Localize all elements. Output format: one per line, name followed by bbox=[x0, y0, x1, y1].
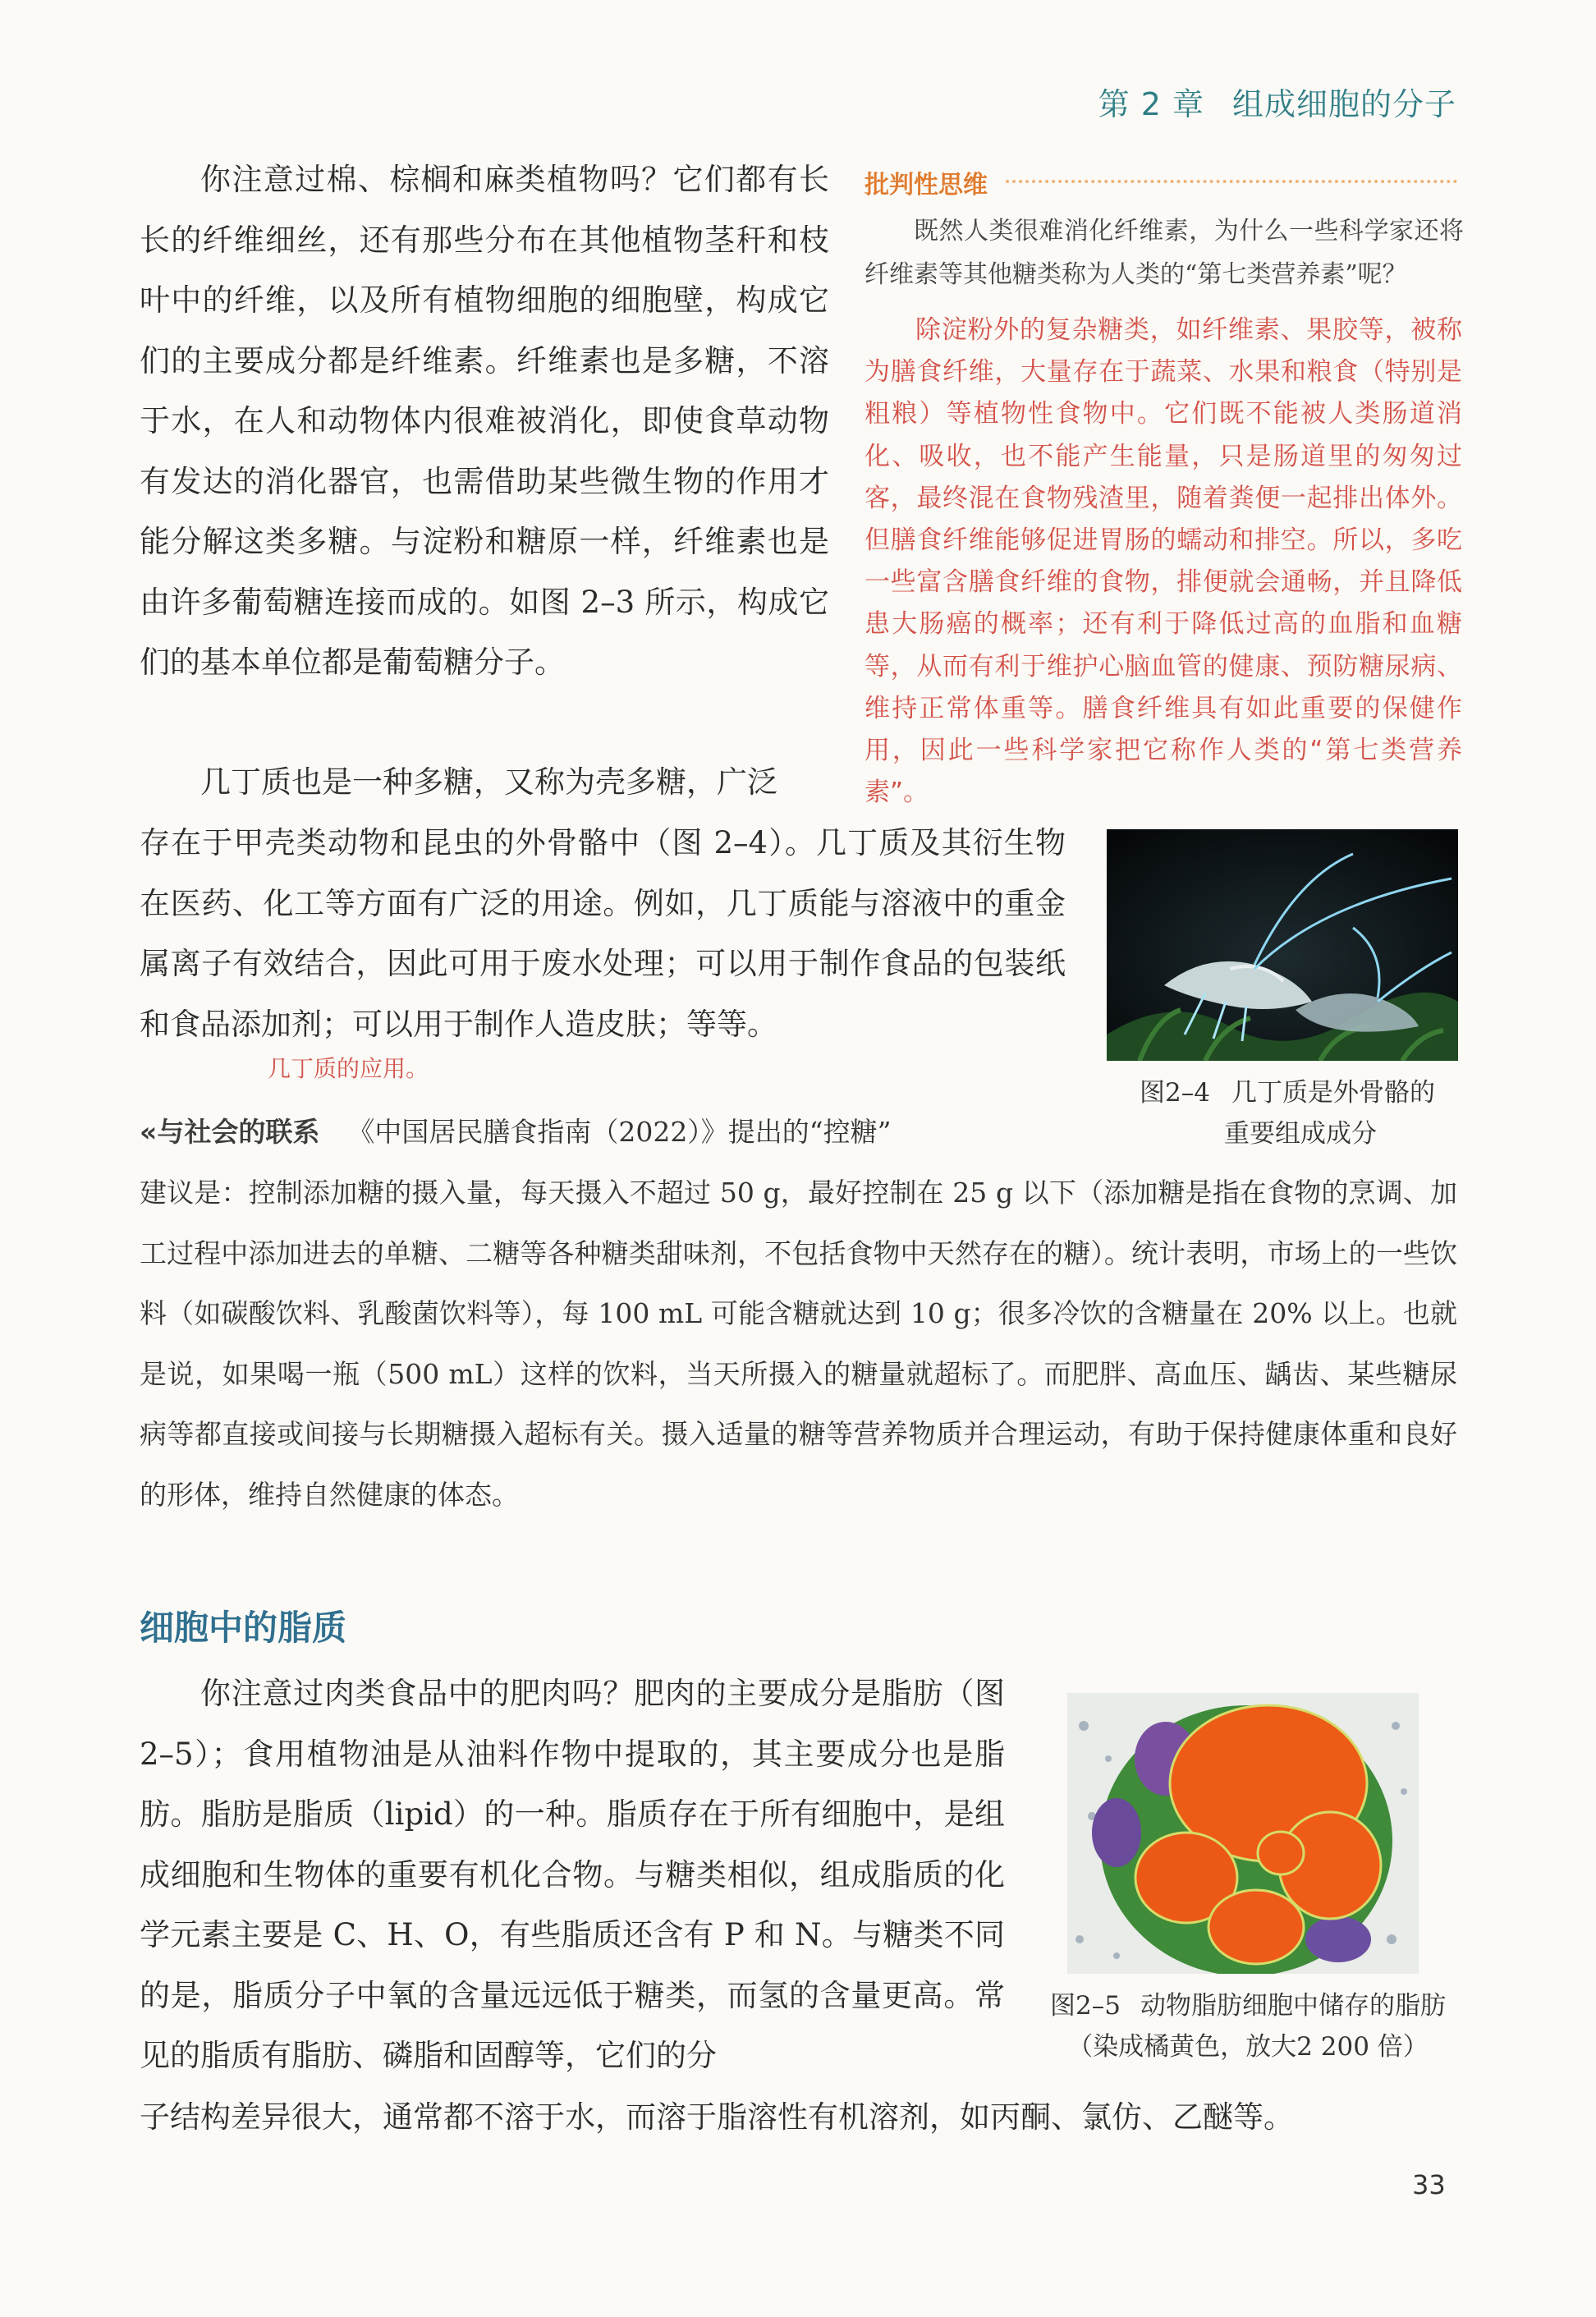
shrimp-illustration bbox=[1107, 829, 1458, 1061]
critical-thinking-question bbox=[864, 209, 1464, 296]
paragraph-lipids-text: 你注意过肉类食品中的肥肉吗？肥肉的主要成分是脂肪（图 2–5）；食用植物油是从油料作物中提取的，其主要成分也是脂肪。脂肪是脂质（lipid）的一种。脂质存在于所有细胞中，是组成细胞和生物体的重要有机化合物。与糖类相似，组成脂质的化学元素主要是 C、H、O，有些脂质还含有 P 和 N。与糖类不同的是，脂质分子中氧的含量远远低于糖类，而氢的含量更高。常见的脂质有脂肪、磷脂和固醇等，它们的分 bbox=[140, 1676, 1005, 2073]
paragraph-lipids bbox=[140, 1663, 1005, 2086]
fat-cell-illustration bbox=[1067, 1693, 1419, 1974]
double-chevron-icon: « bbox=[140, 1116, 158, 1148]
chapter-number: 第 2 章 bbox=[1098, 86, 1204, 122]
society-connection-first-line bbox=[140, 1102, 1075, 1163]
figure-2-4-caption-text1: 几丁质是外骨骼的 bbox=[1231, 1078, 1435, 1108]
critical-thinking-answer bbox=[864, 310, 1462, 814]
paragraph-cellulose-text: 你注意过棉、棕榈和麻类植物吗？它们都有长长的纤维细丝，还有那些分布在其他植物茎秆和枝叶中的纤维，以及所有植物细胞的细胞壁，构成它们的主要成分都是纤维素。纤维素也是多糖，不溶于水，在人和动物体内很难被消化，即使食草动物有发达的消化器官，也需借助某些微生物的作用才能分解这类多糖。与淀粉和糖原一样，纤维素也是由许多葡萄糖连接而成的。如图 2–3 所示，构成它们的基本单位都是葡萄糖分子。 bbox=[140, 162, 829, 680]
chapter-title: 组成细胞的分子 bbox=[1231, 86, 1456, 122]
chapter-header bbox=[1098, 79, 1456, 124]
figure-2-5-fat-cell-photo bbox=[1067, 1693, 1419, 1974]
figure-2-4-caption-line1 bbox=[1107, 1072, 1468, 1113]
figure-2-5-caption-text1: 动物脂肪细胞中储存的脂肪 bbox=[1140, 1991, 1446, 2021]
society-connection-title: 与社会的联系 bbox=[157, 1116, 320, 1148]
figure-2-4-label: 图2–4 bbox=[1140, 1078, 1210, 1108]
paragraph-lipids-last bbox=[140, 2087, 1457, 2148]
figure-2-5-label: 图2–5 bbox=[1050, 1991, 1121, 2021]
figure-2-4-shrimp-photo bbox=[1107, 829, 1458, 1061]
critical-thinking-question-text: 既然人类很难消化纤维素，为什么一些科学家还将纤维素等其他糖类称为人类的“第七类营养素”呢？ bbox=[864, 217, 1464, 289]
figure-2-5-caption-line1 bbox=[1026, 1985, 1470, 2026]
handwritten-note-chitin: 几丁质的应用。 bbox=[268, 1055, 429, 1082]
paragraph-chitin-first-text: 几丁质也是一种多糖，又称为壳多糖，广泛 bbox=[200, 764, 777, 800]
paragraph-lipids-last-text: 子结构差异很大，通常都不溶于水，而溶于脂溶性有机溶剂，如丙酮、氯仿、乙醚等。 bbox=[140, 2099, 1294, 2135]
figure-2-5-caption-text2: （染成橘黄色，放大2 200 倍） bbox=[1067, 2032, 1429, 2062]
paragraph-chitin-first bbox=[140, 752, 829, 813]
figure-2-4-caption-text2: 重要组成成分 bbox=[1224, 1119, 1377, 1149]
paragraph-chitin bbox=[140, 813, 1066, 1054]
paragraph-chitin-text: 存在于甲壳类动物和昆虫的外骨骼中（图 2–4）。几丁质及其衍生物在医药、化工等方面有广泛的用途。例如，几丁质能与溶液中的重金属离子有效结合，因此可用于废水处理；可以用于制作食品的包装纸和食品添加剂；可以用于制作人造皮肤；等等。 bbox=[140, 825, 1066, 1042]
critical-thinking-title: 批判性思维 bbox=[864, 171, 988, 200]
page-number: 33 bbox=[1412, 2169, 1446, 2200]
section-title-lipids: 细胞中的脂质 bbox=[140, 1608, 347, 1648]
society-connection-body bbox=[140, 1163, 1457, 1525]
critical-thinking-divider bbox=[1006, 180, 1457, 183]
figure-2-4-caption bbox=[1107, 1072, 1468, 1154]
critical-thinking-answer-text: 除淀粉外的复杂糖类，如纤维素、果胶等，被称为膳食纤维，大量存在于蔬菜、水果和粮食（特别是粗粮）等植物性食物中。它们既不能被人类肠道消化、吸收，也不能产生能量，只是肠道里的匆匆过客，最终混在食物残渣里，随着粪便一起排出体外。但膳食纤维能够促进胃肠的蠕动和排空。所以，多吃一些富含膳食纤维的食物，排便就会通畅，并且降低患大肠癌的概率；还有利于降低过高的血脂和血糖等，从而有利于维护心脑血管的健康、预防糖尿病、维持正常体重等。膳食纤维具有如此重要的保健作用，因此一些科学家把它称作人类的“第七类营养素”。 bbox=[864, 315, 1462, 808]
figure-2-5-caption bbox=[1026, 1985, 1470, 2067]
society-connection-intro: 《中国居民膳食指南（2022）》提出的“控糖” bbox=[347, 1116, 892, 1148]
society-connection-text: 建议是：控制添加糖的摄入量，每天摄入不超过 50 g，最好控制在 25 g 以下（添加糖是指在食物的烹调、加工过程中添加进去的单糖、二糖等各种糖类甜味剂，不包括食物中天然存在的糖）。统计表明，市场上的一些饮料（如碳酸饮料、乳酸菌饮料等），每 100 mL 可能含糖就达到 10 g；很多冷饮的含糖量在 20% 以上。也就是说，如果喝一瓶（500 mL）这样的饮料，当天所摄入的糖量就超标了。而肥胖、高血压、龋齿、某些糖尿病等都直接或间接与长期糖摄入超标有关。摄入适量的糖等营养物质并合理运动，有助于保持健康体重和良好的形体，维持自然健康的体态。 bbox=[140, 1177, 1457, 1511]
paragraph-cellulose bbox=[140, 149, 829, 693]
